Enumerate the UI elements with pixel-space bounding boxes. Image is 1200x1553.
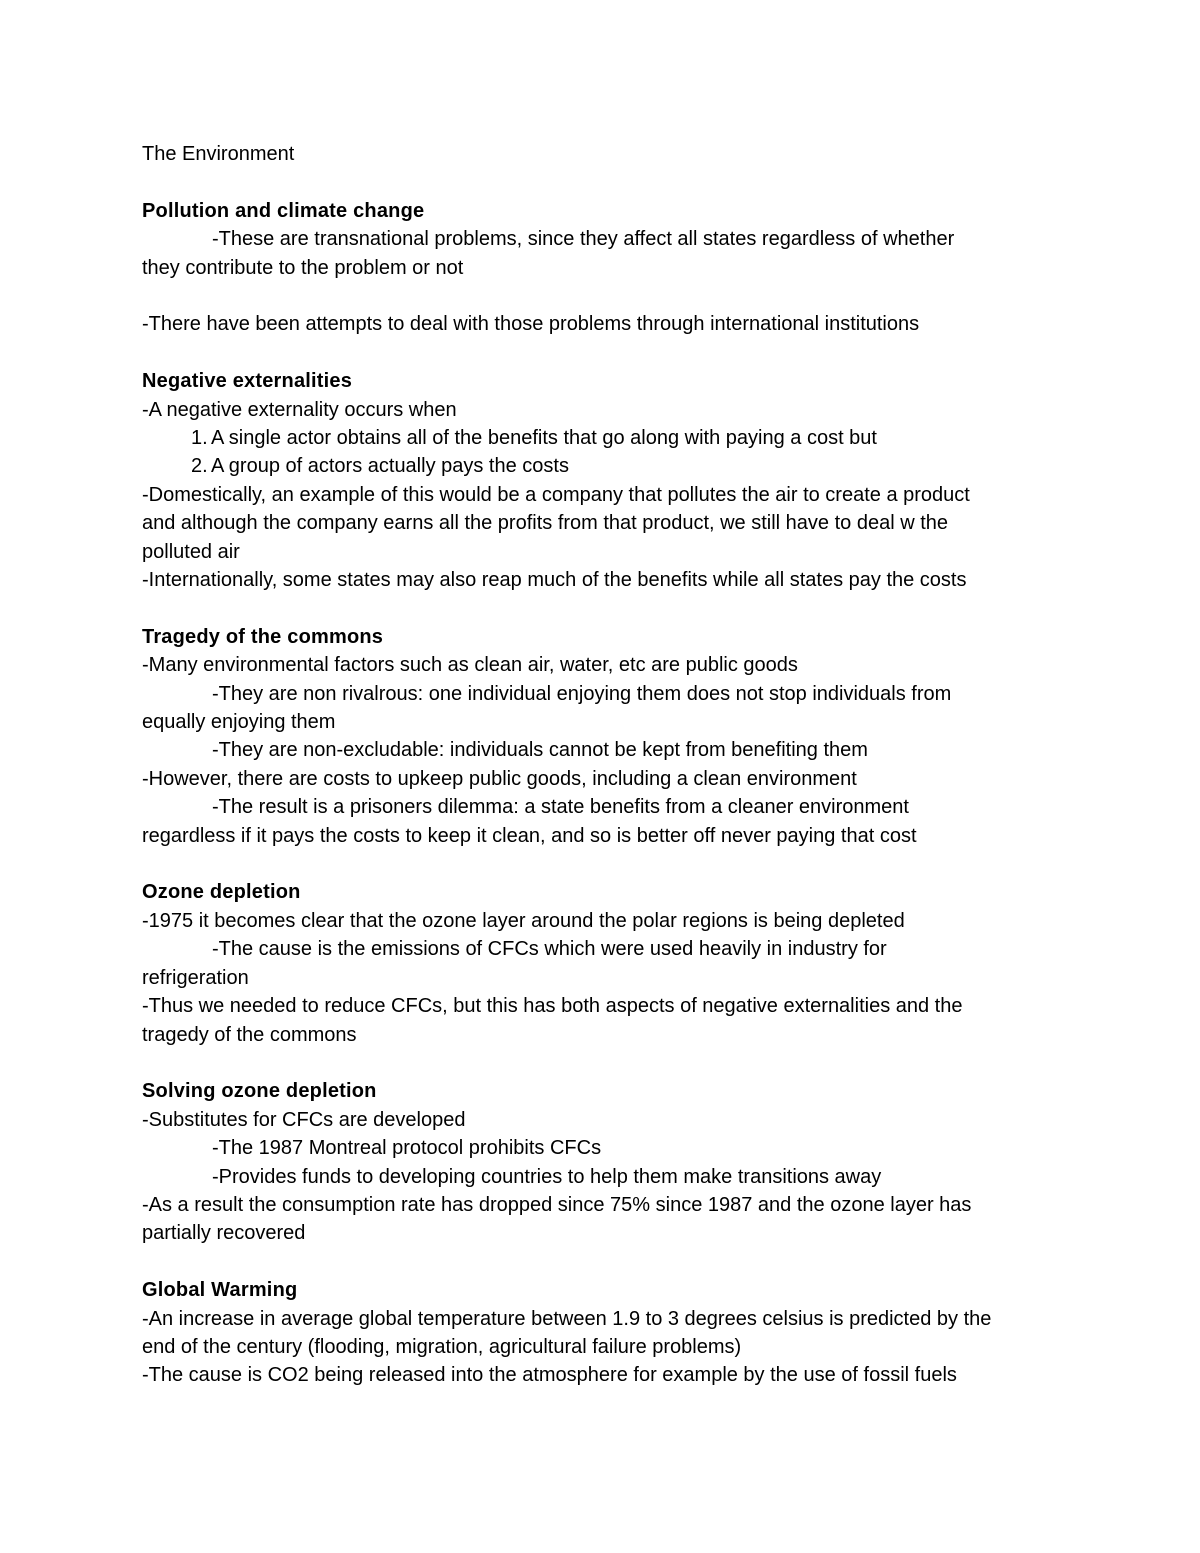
paragraph-line: refrigeration <box>142 966 249 989</box>
list-item-text: A group of actors actually pays the costs <box>211 455 569 478</box>
paragraph-line: equally enjoying them <box>142 711 336 734</box>
paragraph-line: -Thus we needed to reduce CFCs, but this has both aspects of negative externalities and the <box>142 995 963 1018</box>
paragraph-line: -The cause is the emissions of CFCs which were used heavily in industry for <box>212 938 887 961</box>
section-global-warming <box>142 1276 1082 1390</box>
paragraph-line: polluted air <box>142 540 240 563</box>
paragraph-line: -As a result the consumption rate has dropped since 75% since 1987 and the ozone layer has <box>142 1193 972 1216</box>
list-item-text: A single actor obtains all of the benefits that go along with paying a cost but <box>211 427 877 450</box>
paragraph-line: -They are non-excludable: individuals cannot be kept from benefiting them <box>212 739 868 762</box>
section-heading: Global Warming <box>142 1279 298 1302</box>
spacer <box>142 168 1082 196</box>
paragraph-line: end of the century (flooding, migration, agricultural failure problems) <box>142 1335 742 1358</box>
paragraph-line: tragedy of the commons <box>142 1023 357 1046</box>
section-heading: Tragedy of the commons <box>142 625 384 648</box>
paragraph-line: -The 1987 Montreal protocol prohibits CFCs <box>212 1137 602 1160</box>
list-number-cell <box>142 424 211 452</box>
document-title: The Environment <box>142 143 295 165</box>
document-page <box>142 140 1082 1390</box>
section-ozone-depletion <box>142 878 1082 1048</box>
spacer <box>142 850 1082 878</box>
section-solving-ozone-depletion <box>142 1077 1082 1247</box>
spacer <box>142 339 1082 367</box>
list-item <box>142 452 1082 480</box>
paragraph-line: they contribute to the problem or not <box>142 256 464 279</box>
paragraph-line: -Many environmental factors such as clean air, water, etc are public goods <box>142 654 798 677</box>
paragraph-line: -Provides funds to developing countries to help them make transitions away <box>212 1165 882 1188</box>
paragraph-line: -Domestically, an example of this would be a company that pollutes the air to create a product <box>142 483 970 506</box>
paragraph-line: -The cause is CO2 being released into the atmosphere for example by the use of fossil fuels <box>142 1364 957 1387</box>
list-number: 2. <box>191 455 208 478</box>
spacer <box>142 1248 1082 1276</box>
list-item <box>142 424 1082 452</box>
section-heading: Negative externalities <box>142 370 353 393</box>
list-number: 1. <box>191 427 208 450</box>
section-heading: Pollution and climate change <box>142 199 425 222</box>
paragraph-line: -Internationally, some states may also reap much of the benefits while all states pay the costs <box>142 569 967 592</box>
paragraph-line: -A negative externality occurs when <box>142 398 457 421</box>
paragraph-line: -The result is a prisoners dilemma: a state benefits from a cleaner environment <box>212 796 909 819</box>
paragraph-line: and although the company earns all the profits from that product, we still have to deal w the <box>142 512 949 535</box>
paragraph-line: partially recovered <box>142 1222 306 1245</box>
list-number-cell <box>142 452 211 480</box>
paragraph-line: -They are non rivalrous: one individual enjoying them does not stop individuals from <box>212 682 952 705</box>
section-pollution <box>142 197 1082 339</box>
paragraph-line: -However, there are costs to upkeep public goods, including a clean environment <box>142 767 857 790</box>
paragraph-line: -1975 it becomes clear that the ozone layer around the polar regions is being depleted <box>142 909 905 932</box>
spacer <box>142 1049 1082 1077</box>
paragraph-line: -There have been attempts to deal with those problems through international institutions <box>142 313 920 336</box>
paragraph-line: -These are transnational problems, since they affect all states regardless of whether <box>212 228 955 251</box>
paragraph-line: -An increase in average global temperature between 1.9 to 3 degrees celsius is predicted by the <box>142 1307 992 1330</box>
section-negative-externalities <box>142 367 1082 594</box>
paragraph-line: regardless if it pays the costs to keep it clean, and so is better off never paying that cost <box>142 824 917 847</box>
paragraph-line: -Substitutes for CFCs are developed <box>142 1108 466 1131</box>
section-tragedy-of-commons <box>142 623 1082 850</box>
spacer <box>142 594 1082 622</box>
spacer <box>142 282 1082 310</box>
section-heading: Ozone depletion <box>142 881 301 904</box>
section-heading: Solving ozone depletion <box>142 1080 377 1103</box>
